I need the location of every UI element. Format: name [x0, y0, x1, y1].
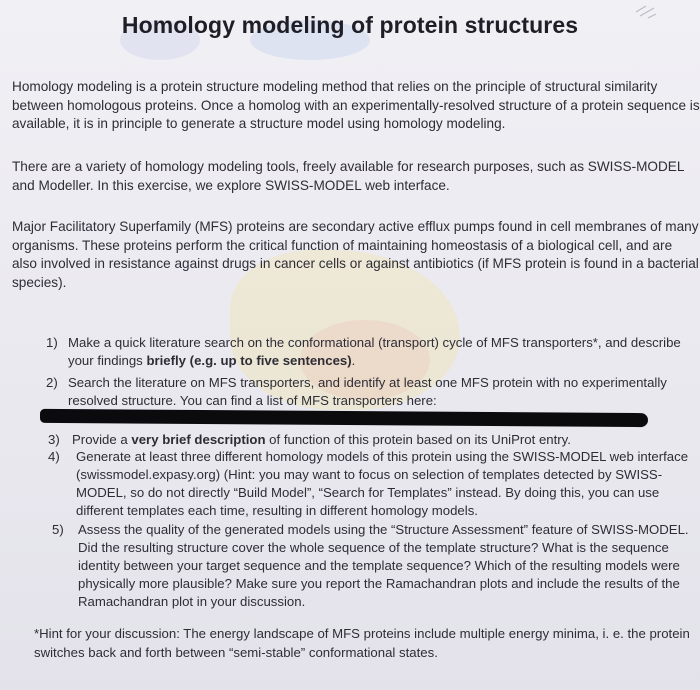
redaction-bar — [40, 409, 648, 427]
question-text-part: of function of this protein based on its UniProt entry. — [265, 432, 571, 447]
question-5 — [52, 521, 696, 611]
question-number: 5) — [52, 522, 64, 537]
question-number: 2) — [46, 375, 58, 390]
question-text-bold: very brief description — [131, 432, 266, 447]
intro-paragraph: Homology modeling is a protein structure modeling method that relies on the principle of structural similarity between homologous proteins. Once a homolog with an experimentally-resolved structure of a protein sequence is available, it is in principle to generate a structure model using homology modeling. — [12, 79, 700, 131]
question-text — [72, 431, 696, 449]
page-title: Homology modeling of protein structures — [121, 12, 579, 38]
question-text-part: Provide a — [72, 432, 132, 447]
question-text: Assess the quality of the generated models using the “Structure Assessment” feature of SWISS-MODEL. Did the resulting structure cover the whole sequence of the template structure? What is the sequence identity between your target sequence and the template sequence? Which of the resulting models were physically more plausible? Make sure you report the Ramachandran plots and include the results of the Ramachandran plot in your discussion. — [78, 522, 689, 609]
question-3 — [48, 431, 696, 449]
mfs-paragraph: Major Facilitatory Superfamily (MFS) proteins are secondary active efflux pumps found in cell membranes of many organisms. These proteins perform the critical function of maintaining homeostasis of a biological cell, and are also involved in resistance against drugs in cancer cells or against antibiotics (if MFS protein is found in a bacterial species). — [12, 219, 699, 290]
question-text: Search the literature on MFS transporters, and identify at least one MFS protein with no experimentally resolved structure. You can find a list of MFS transporters here: — [68, 375, 667, 408]
question-text — [68, 334, 696, 370]
question-number: 3) — [48, 432, 60, 447]
question-text-part: . — [351, 353, 356, 368]
question-1 — [46, 334, 696, 372]
tools-paragraph: There are a variety of homology modeling tools, freely available for research purposes, such as SWISS-MODEL and Modeller. In this exercise, we explore SWISS-MODEL web interface. — [12, 159, 684, 193]
question-text-bold: briefly (e.g. up to five sentences) — [146, 353, 352, 368]
discussion-hint: *Hint for your discussion: The energy landscape of MFS proteins include multiple energy minima, i. e. the protein switches back and forth between “semi-stable” conformational states. — [34, 626, 690, 660]
question-text: Generate at least three different homology models of this protein using the SWISS-MODEL web interface (swissmodel.expasy.org) (Hint: you may want to focus on selection of templates detected by SWISS-MODEL, so do not directly “Build Model”, “Search for Templates” instead. By doing this, you can use different templates each time, resulting in different homology models. — [76, 449, 689, 518]
question-number: 4) — [48, 449, 60, 464]
question-text-part: Make a quick literature search on the conformational (transport) cycle of MFS transporters*, and describe your findings — [68, 335, 681, 368]
question-2 — [46, 374, 696, 412]
question-number: 1) — [46, 335, 58, 350]
question-4 — [48, 448, 696, 520]
